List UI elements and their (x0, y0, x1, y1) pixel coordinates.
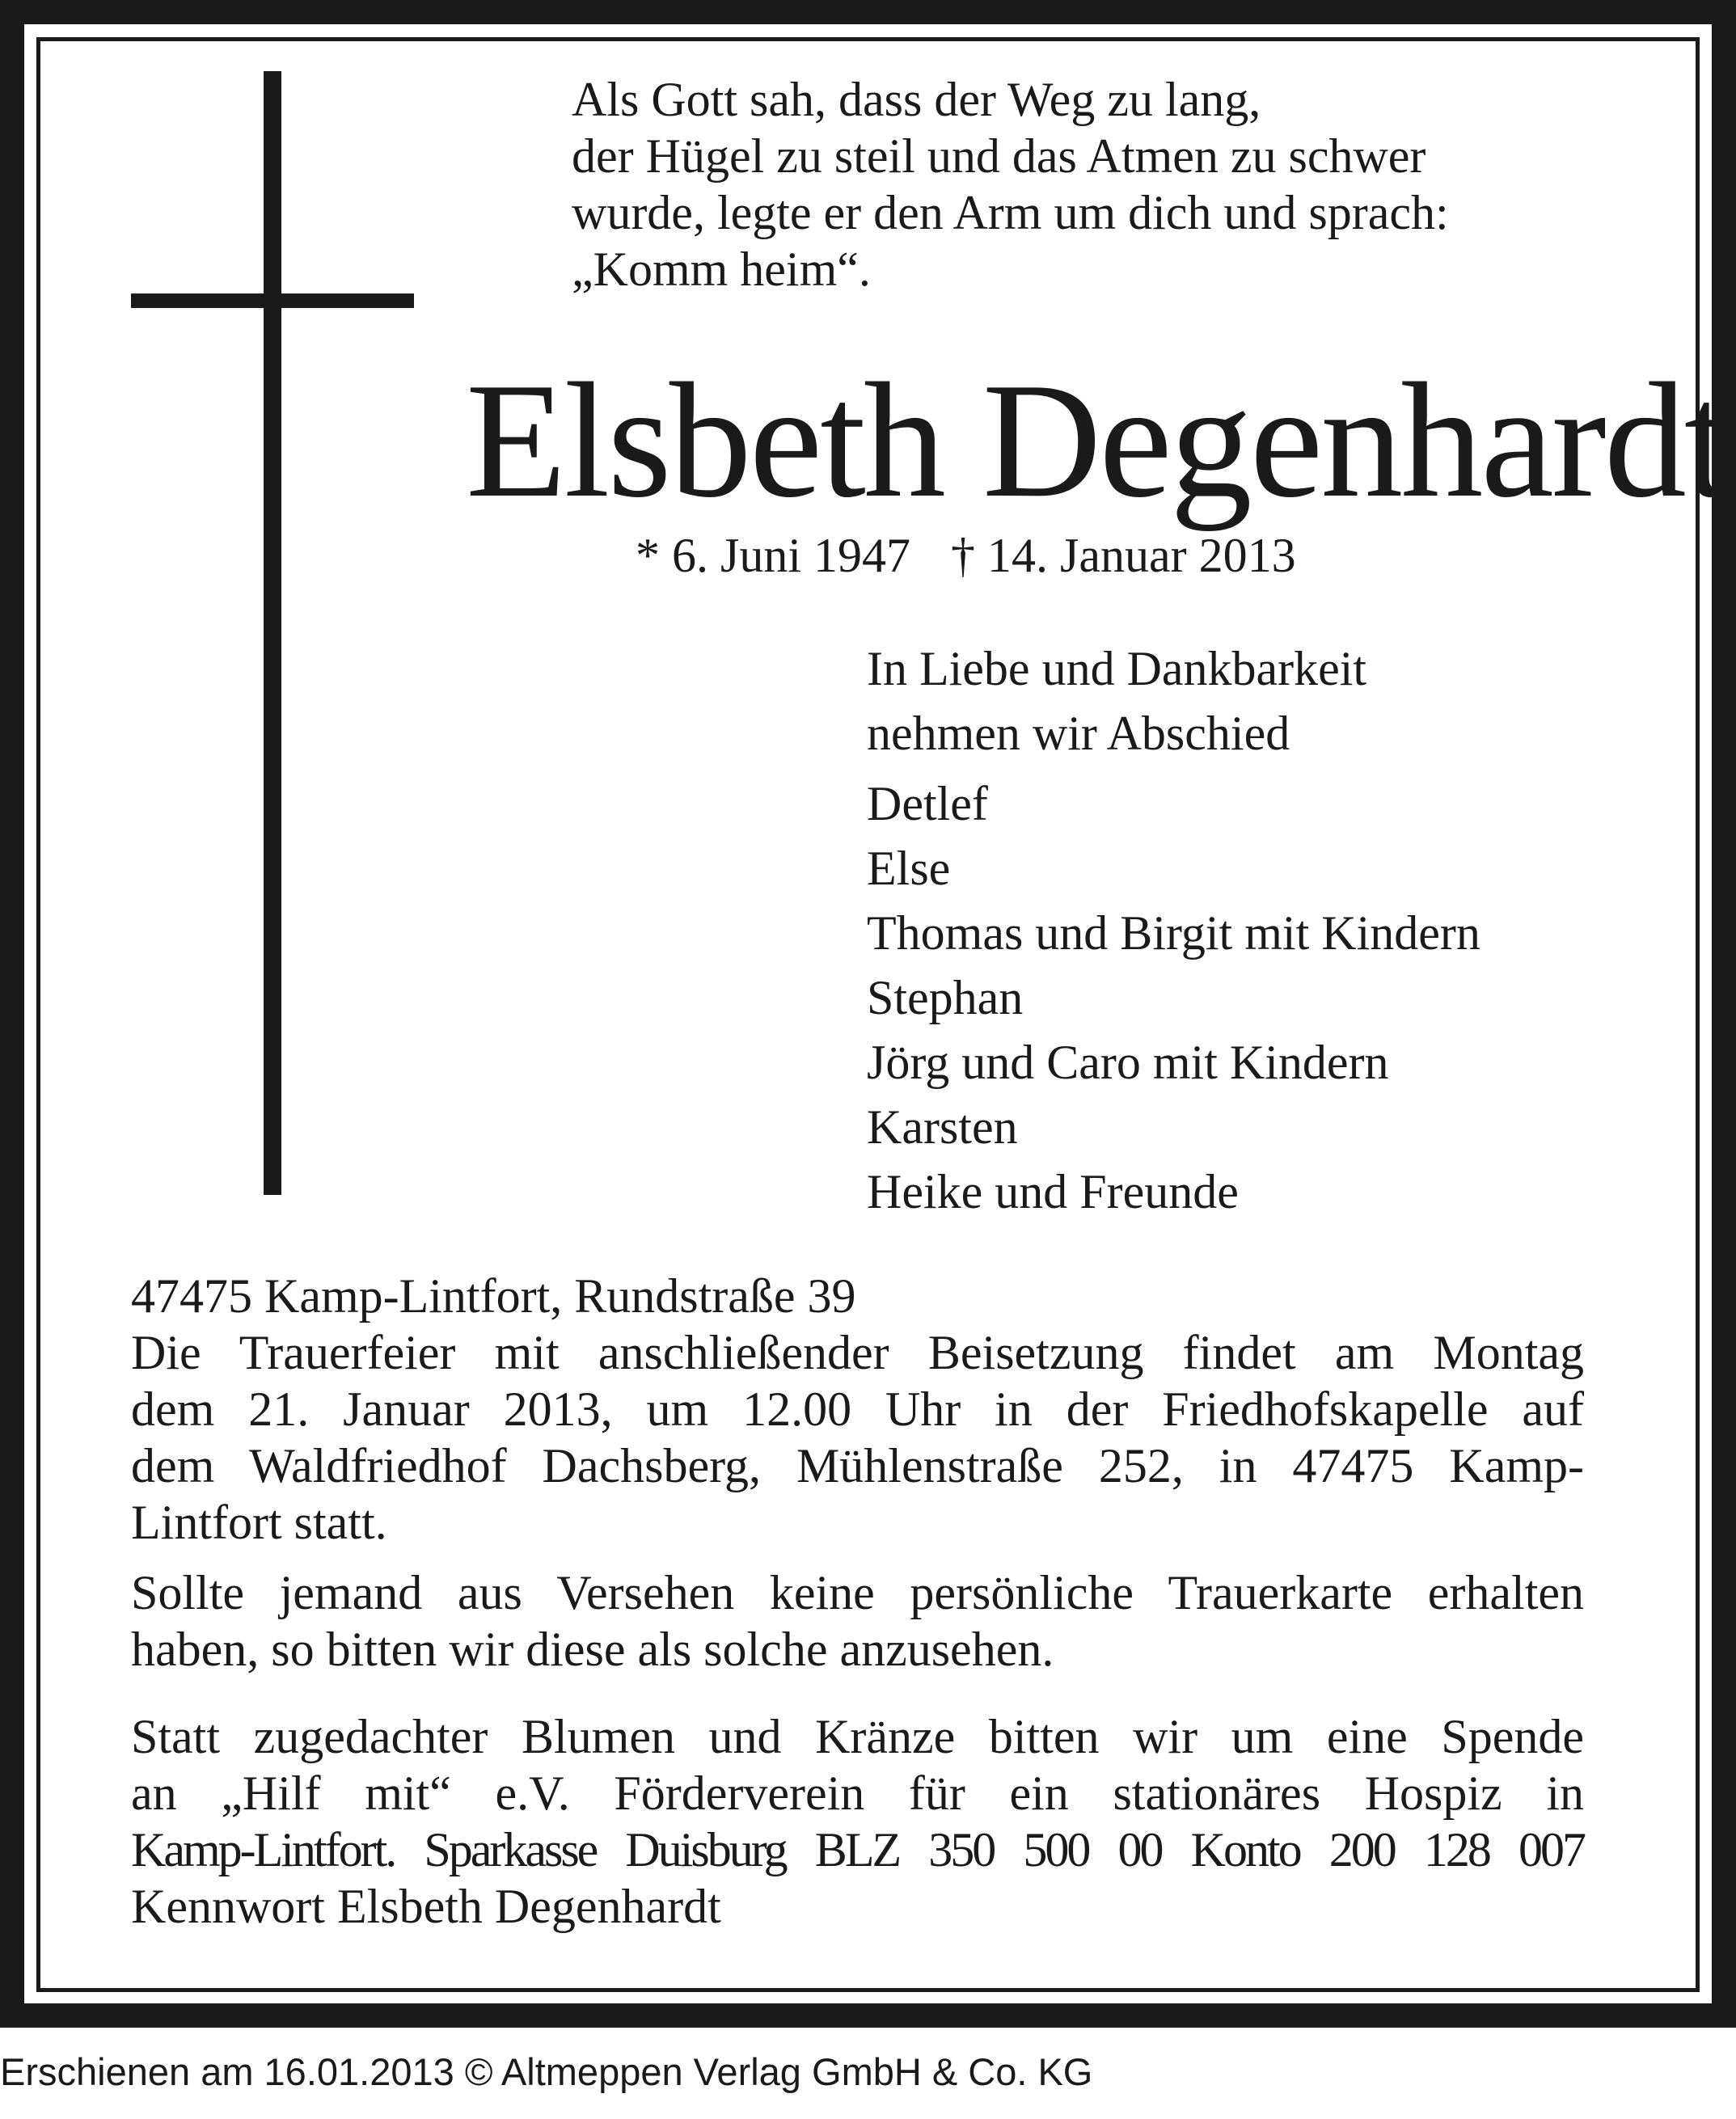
publication-footer: Erschienen am 16.01.2013 © Altmeppen Verlag GmbH & Co. KG (0, 2050, 1093, 2093)
life-dates (636, 526, 1296, 585)
mourner-name: Karsten (867, 1100, 1018, 1154)
donation-paragraph (131, 1708, 1584, 1935)
donation-line: an „Hilf mit“ e.V. Förderverein für ein stationäres Hospiz in (131, 1767, 1584, 1820)
funeral-line: dem Waldfriedhof Dachsberg, Mühlenstraße 252, in 47475 Kamp- (131, 1439, 1584, 1492)
family-address: 47475 Kamp-Lintfort, Rundstraße 39 (131, 1269, 856, 1323)
poem-line: „Komm heim“. (572, 243, 871, 296)
mourner-name: Else (867, 842, 951, 895)
intro-line: nehmen wir Abschied (867, 707, 1290, 760)
mourner-name: Stephan (867, 971, 1024, 1024)
mourner-name: Jörg und Caro mit Kindern (867, 1036, 1389, 1089)
mourner-name: Detlef (867, 777, 988, 830)
mourners-intro (867, 636, 1480, 766)
funeral-line: Lintfort statt. (131, 1496, 387, 1549)
donation-line: Statt zugedachter Blumen und Kränze bitten wir um eine Spende (131, 1710, 1584, 1763)
birth-date: * 6. Juni 1947 (636, 529, 911, 582)
intro-line: In Liebe und Dankbarkeit (867, 642, 1367, 695)
funeral-paragraph (131, 1324, 1584, 1551)
donation-line: Kennwort Elsbeth Degenhardt (131, 1880, 721, 1933)
donation-line: Kamp-Lintfort. Sparkasse Duisburg BLZ 350 500 00 Konto 200 128 007 (131, 1823, 1584, 1876)
poem-line: der Hügel zu steil und das Atmen zu schwer (572, 129, 1426, 183)
deceased-name: Elsbeth Degenhardt (466, 349, 1728, 532)
mourner-name: Thomas und Birgit mit Kindern (867, 906, 1480, 960)
cross-icon-horizontal-bar (131, 293, 414, 308)
mourners-block (867, 636, 1480, 1224)
poem-line: Als Gott sah, dass der Weg zu lang, (572, 73, 1261, 126)
funeral-line: Die Trauerfeier mit anschließender Beisetzung findet am Montag (131, 1326, 1584, 1379)
cross-icon-vertical-bar (264, 71, 281, 1195)
poem (572, 71, 1449, 298)
funeral-line: dem 21. Januar 2013, um 12.00 Uhr in der Friedhofskapelle auf (131, 1382, 1584, 1436)
poem-line: wurde, legte er den Arm um dich und sprach: (572, 186, 1449, 239)
death-date: † 14. Januar 2013 (951, 529, 1296, 582)
mourners-list (867, 771, 1480, 1224)
card-line: haben, so bitten wir diese als solche anzusehen. (131, 1623, 1054, 1676)
mourner-name: Heike und Freunde (867, 1165, 1239, 1218)
card-line: Sollte jemand aus Versehen keine persönliche Trauerkarte erhalten (131, 1566, 1584, 1619)
card-paragraph (131, 1564, 1584, 1678)
